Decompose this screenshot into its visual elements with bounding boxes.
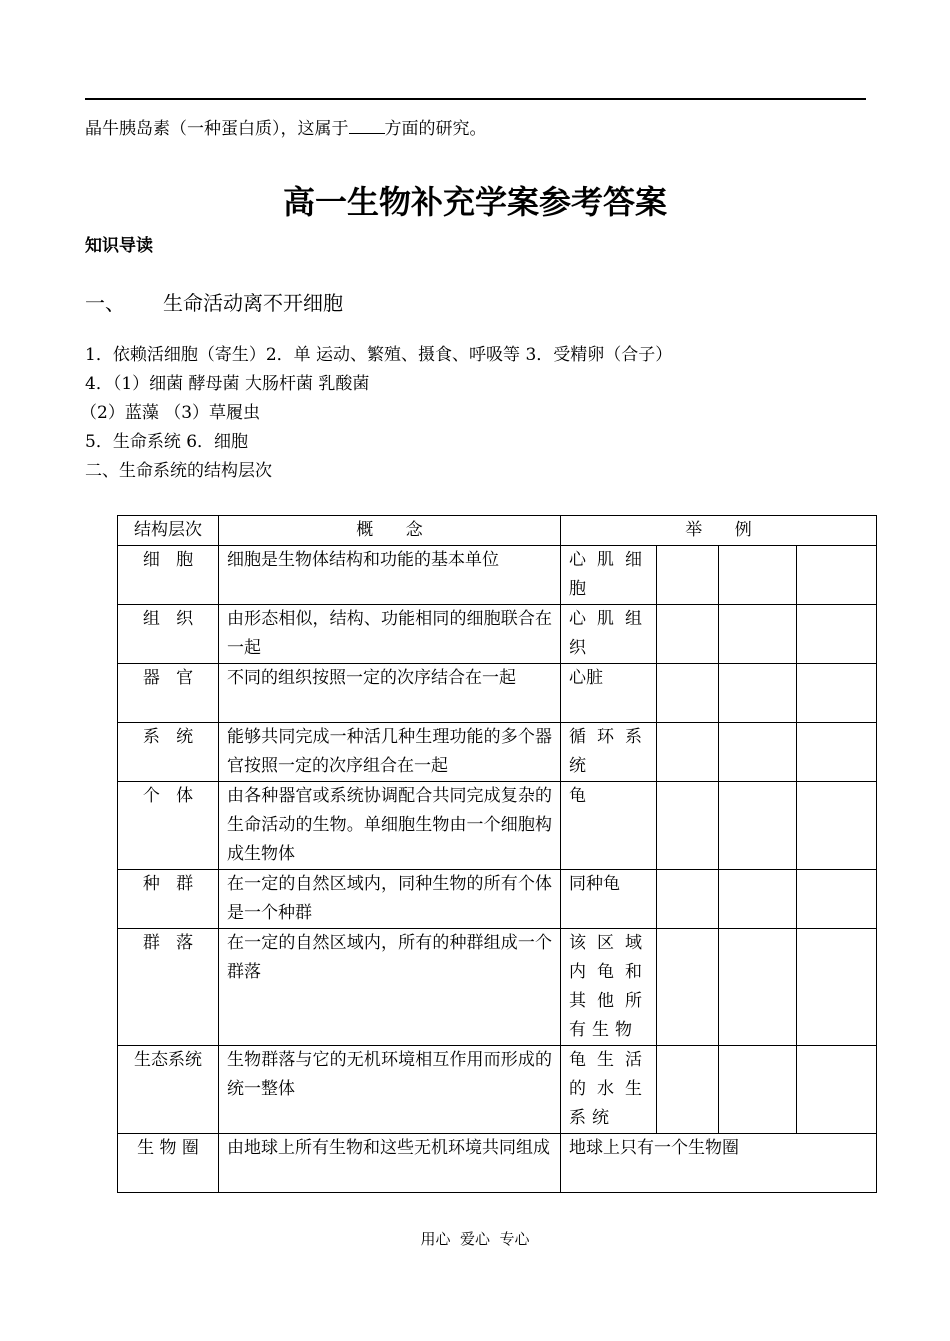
example-cell: 心肌细胞 xyxy=(561,546,657,605)
table-row xyxy=(118,782,877,870)
empty-cell xyxy=(797,605,877,664)
empty-cell xyxy=(719,782,797,870)
section-one-heading xyxy=(85,289,343,317)
table-row xyxy=(118,1134,877,1193)
header-rule xyxy=(85,98,866,100)
section-one-title: 生命活动离不开细胞 xyxy=(163,291,343,315)
empty-cell xyxy=(719,1046,797,1134)
empty-cell xyxy=(719,723,797,782)
concept-cell: 不同的组织按照一定的次序结合在一起 xyxy=(219,664,561,723)
example-cell: 龟 xyxy=(561,782,657,870)
header-example: 举 例 xyxy=(561,516,877,546)
section-one-number: 一、 xyxy=(85,291,125,315)
table-row xyxy=(118,664,877,723)
table-header-row xyxy=(118,516,877,546)
example-cell: 同种龟 xyxy=(561,870,657,929)
table-row xyxy=(118,546,877,605)
table-row xyxy=(118,723,877,782)
level-cell: 组 织 xyxy=(118,605,219,664)
level-cell: 生 物 圈 xyxy=(118,1134,219,1193)
empty-cell xyxy=(719,929,797,1046)
example-cell: 心脏 xyxy=(561,664,657,723)
level-cell: 群 落 xyxy=(118,929,219,1046)
answer-line: 4．（1）细菌 酵母菌 大肠杆菌 乳酸菌 xyxy=(85,374,370,394)
section-heading: 知识导读 xyxy=(85,236,153,256)
empty-cell xyxy=(719,870,797,929)
continuation-text-after: 方面的研究。 xyxy=(384,119,487,139)
page-title: 高一生物补充学案参考答案 xyxy=(282,183,667,221)
concept-cell: 由地球上所有生物和这些无机环境共同组成 xyxy=(219,1134,561,1193)
answer-line: 1．依赖活细胞（寄生）2．单 运动、繁殖、摄食、呼吸等 3．受精卵（合子） xyxy=(85,345,673,365)
empty-cell xyxy=(797,1046,877,1134)
section-two-heading: 二、生命系统的结构层次 xyxy=(85,461,272,481)
answer-line: 5．生命系统 6．细胞 xyxy=(85,432,249,452)
concept-cell: 细胞是生物体结构和功能的基本单位 xyxy=(219,546,561,605)
table-row xyxy=(118,929,877,1046)
empty-cell xyxy=(657,929,719,1046)
empty-cell xyxy=(719,664,797,723)
level-cell: 生态系统 xyxy=(118,1046,219,1134)
empty-cell xyxy=(719,546,797,605)
empty-cell xyxy=(657,782,719,870)
empty-cell xyxy=(657,1046,719,1134)
concept-cell: 由形态相似，结构、功能相同的细胞联合在一起 xyxy=(219,605,561,664)
structure-levels-table xyxy=(117,515,877,1193)
empty-cell xyxy=(797,664,877,723)
empty-cell xyxy=(797,929,877,1046)
table-row xyxy=(118,605,877,664)
continuation-line xyxy=(85,117,487,141)
concept-cell: 在一定的自然区域内，同种生物的所有个体是一个种群 xyxy=(219,870,561,929)
table-row xyxy=(118,870,877,929)
concept-cell: 在一定的自然区域内，所有的种群组成一个群落 xyxy=(219,929,561,1046)
fill-blank xyxy=(349,117,385,134)
level-cell: 种 群 xyxy=(118,870,219,929)
concept-cell: 能够共同完成一种活几种生理功能的多个器官按照一定的次序组合在一起 xyxy=(219,723,561,782)
example-cell: 龟生活的水生系统 xyxy=(561,1046,657,1134)
header-level: 结构层次 xyxy=(118,516,219,546)
empty-cell xyxy=(657,546,719,605)
table-row xyxy=(118,1046,877,1134)
empty-cell xyxy=(657,664,719,723)
level-cell: 器 官 xyxy=(118,664,219,723)
example-cell-wide: 地球上只有一个生物圈 xyxy=(561,1134,877,1193)
empty-cell xyxy=(797,782,877,870)
empty-cell xyxy=(657,723,719,782)
concept-cell: 生物群落与它的无机环境相互作用而形成的统一整体 xyxy=(219,1046,561,1134)
page-footer: 用心 爱心 专心 xyxy=(420,1230,530,1248)
empty-cell xyxy=(797,723,877,782)
empty-cell xyxy=(657,870,719,929)
empty-cell xyxy=(719,605,797,664)
empty-cell xyxy=(657,605,719,664)
header-concept: 概 念 xyxy=(219,516,561,546)
answer-line: （2）蓝藻 （3）草履虫 xyxy=(80,403,261,423)
empty-cell xyxy=(797,546,877,605)
example-cell: 该区域内龟和其他所有生物 xyxy=(561,929,657,1046)
example-cell: 循环系统 xyxy=(561,723,657,782)
continuation-text-before: 晶牛胰岛素（一种蛋白质），这属于 xyxy=(85,119,349,139)
concept-cell: 由各种器官或系统协调配合共同完成复杂的生命活动的生物。单细胞生物由一个细胞构成生物体 xyxy=(219,782,561,870)
level-cell: 个 体 xyxy=(118,782,219,870)
level-cell: 系 统 xyxy=(118,723,219,782)
example-cell: 心肌组织 xyxy=(561,605,657,664)
empty-cell xyxy=(797,870,877,929)
level-cell: 细 胞 xyxy=(118,546,219,605)
